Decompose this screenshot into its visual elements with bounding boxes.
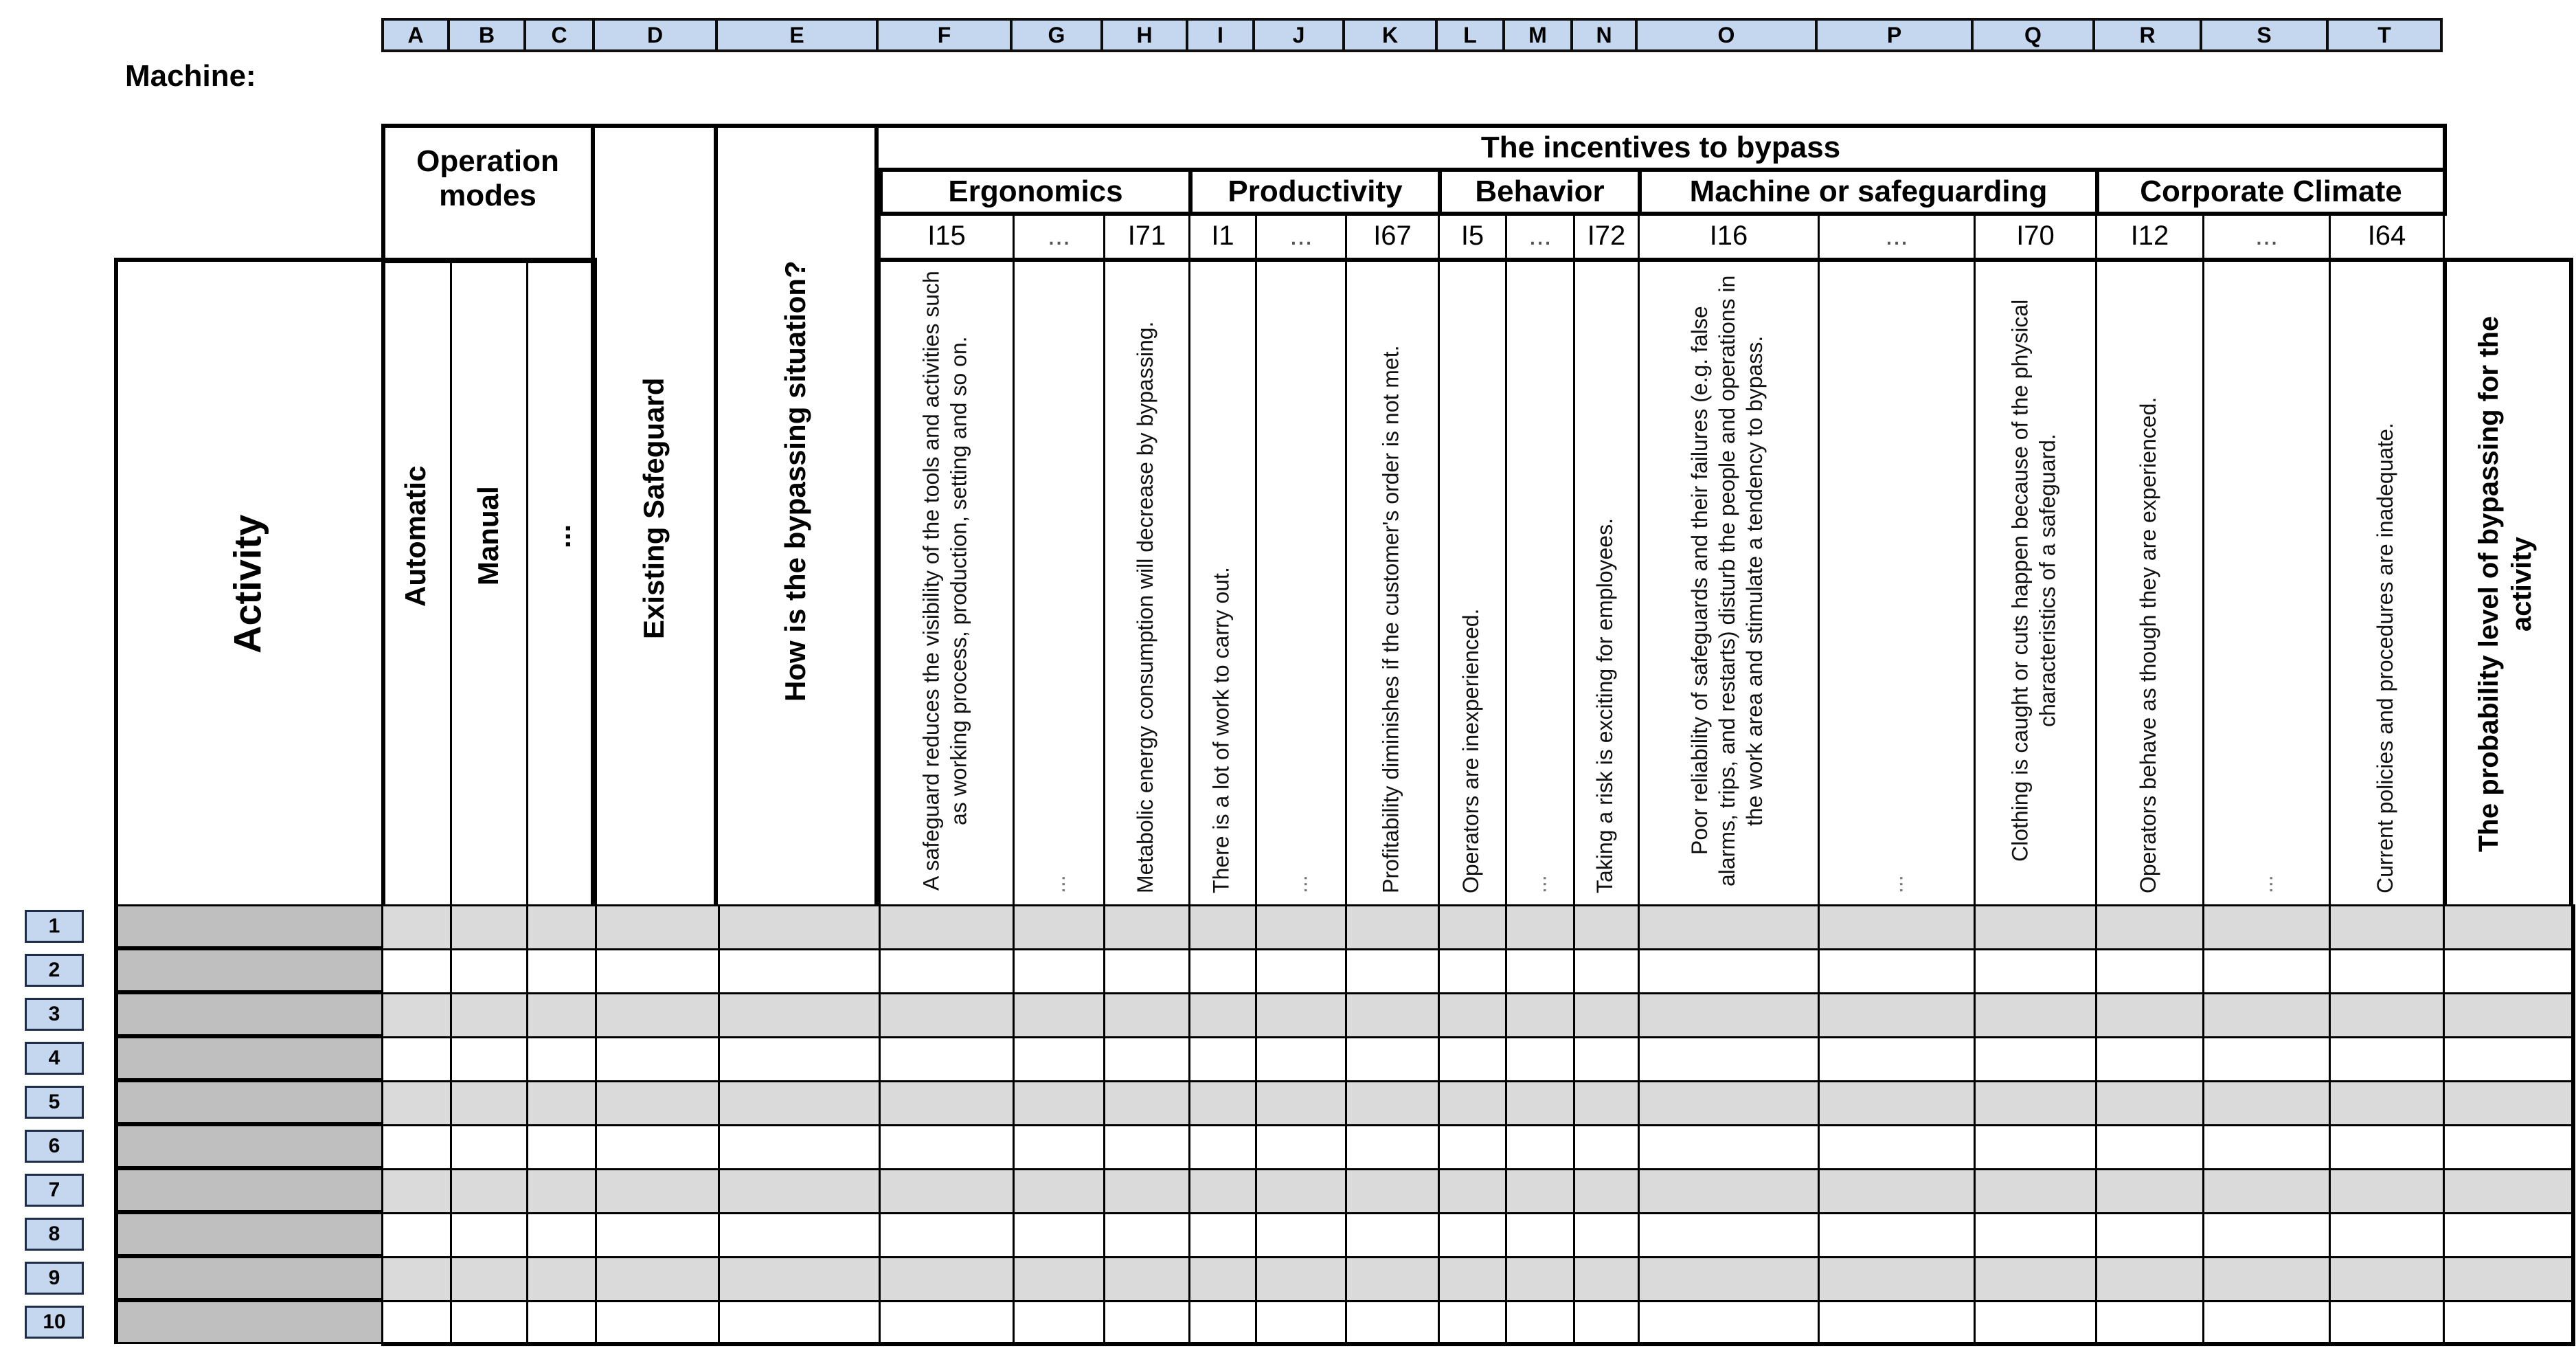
column-letter-g: G <box>1013 18 1103 52</box>
table-cell[interactable] <box>879 1300 1015 1346</box>
table-cell[interactable] <box>1255 948 1347 994</box>
table-cell[interactable] <box>1188 1300 1257 1346</box>
table-cell[interactable] <box>381 1256 452 1302</box>
table-cell[interactable] <box>1438 1300 1507 1346</box>
table-cell[interactable] <box>381 1124 452 1170</box>
table-cell[interactable] <box>2202 1036 2331 1082</box>
table-cell[interactable] <box>718 904 881 950</box>
activity-cell[interactable] <box>114 992 385 1036</box>
incentive-text-15: Current policies and procedures are inadequate. <box>2373 423 2397 893</box>
incentive-text-4: There is a lot of work to carry out. <box>1208 567 1234 893</box>
table-cell[interactable] <box>879 1124 1015 1170</box>
table-cell[interactable] <box>1188 1124 1257 1170</box>
table-cell[interactable] <box>1573 1168 1640 1214</box>
table-cell[interactable] <box>2202 1212 2331 1258</box>
column-letter-i: I <box>1188 18 1255 52</box>
activity-cell[interactable] <box>114 1124 385 1168</box>
table-cell[interactable] <box>879 1036 1015 1082</box>
table-cell[interactable] <box>1013 948 1105 994</box>
row-number-5: 5 <box>25 1086 84 1119</box>
incentive-text-14: ... <box>2252 875 2277 893</box>
table-cell[interactable] <box>1438 904 1507 950</box>
table-cell[interactable] <box>526 1212 597 1258</box>
incentive-code-14: ... <box>2202 212 2331 262</box>
table-cell[interactable] <box>1974 1080 2097 1126</box>
incentive-text-6: Profitability diminishes if the customer's order is not met. <box>1378 345 1403 893</box>
table-cell[interactable] <box>718 1256 881 1302</box>
table-cell[interactable] <box>2095 1124 2204 1170</box>
incentive-code-15: I64 <box>2329 212 2445 262</box>
table-cell[interactable] <box>1505 1168 1575 1214</box>
table-cell[interactable] <box>2443 1256 2575 1302</box>
probability-label: The probability level of bypassing for the activity <box>2474 315 2537 853</box>
incentive-text-11: ... <box>1882 875 1908 893</box>
incentive-text-9: Taking a risk is exciting for employees. <box>1592 518 1617 893</box>
table-cell[interactable] <box>1974 1300 2097 1346</box>
table-cell[interactable] <box>1188 1256 1257 1302</box>
incentive-text-10: Poor reliability of safeguards and their failures (e.g. false alarms, trips, and restarts) disturb the people and operations in the work area and stimulate a tendency to bypass. <box>1687 275 1767 886</box>
table-cell[interactable] <box>1345 1080 1440 1126</box>
table-cell[interactable] <box>1638 904 1820 950</box>
table-cell[interactable] <box>1438 948 1507 994</box>
table-cell[interactable] <box>595 1124 720 1170</box>
table-cell[interactable] <box>1818 904 1976 950</box>
table-cell[interactable] <box>1345 1124 1440 1170</box>
table-cell[interactable] <box>1974 1168 2097 1214</box>
table-cell[interactable] <box>2095 1212 2204 1258</box>
activity-cell[interactable] <box>114 1080 385 1124</box>
incentive-code-1: I15 <box>879 212 1015 262</box>
table-cell[interactable] <box>2443 992 2575 1038</box>
table-cell[interactable] <box>450 1080 528 1126</box>
table-cell[interactable] <box>718 1212 881 1258</box>
column-letter-n: N <box>1573 18 1638 52</box>
table-cell[interactable] <box>1103 1300 1190 1346</box>
table-cell[interactable] <box>2095 1168 2204 1214</box>
table-cell[interactable] <box>2095 904 2204 950</box>
table-cell[interactable] <box>879 1168 1015 1214</box>
group-header-ergonomics: Ergonomics <box>879 168 1193 216</box>
table-cell[interactable] <box>2202 992 2331 1038</box>
table-cell[interactable] <box>2329 1300 2445 1346</box>
table-cell[interactable] <box>381 1036 452 1082</box>
table-cell[interactable] <box>1188 992 1257 1038</box>
column-letter-s: S <box>2202 18 2329 52</box>
column-letter-d: D <box>595 18 718 52</box>
table-cell[interactable] <box>1505 948 1575 994</box>
table-cell[interactable] <box>595 1300 720 1346</box>
table-cell[interactable] <box>2329 992 2445 1038</box>
table-cell[interactable] <box>718 1080 881 1126</box>
table-cell[interactable] <box>2329 1212 2445 1258</box>
table-cell[interactable] <box>1638 1300 1820 1346</box>
table-cell[interactable] <box>2095 992 2204 1038</box>
table-cell[interactable] <box>450 1124 528 1170</box>
table-cell[interactable] <box>450 992 528 1038</box>
table-cell[interactable] <box>381 1168 452 1214</box>
incentive-code-10: I16 <box>1638 212 1820 262</box>
incentive-code-5: ... <box>1255 212 1347 262</box>
table-cell[interactable] <box>1188 1036 1257 1082</box>
table-cell[interactable] <box>2329 1168 2445 1214</box>
table-cell[interactable] <box>1505 1124 1575 1170</box>
row-number-9: 9 <box>25 1262 84 1295</box>
table-cell[interactable] <box>1013 1256 1105 1302</box>
table-cell[interactable] <box>2202 1300 2331 1346</box>
table-cell[interactable] <box>526 1168 597 1214</box>
table-cell[interactable] <box>1345 1168 1440 1214</box>
table-cell[interactable] <box>2095 1300 2204 1346</box>
incentive-code-11: ... <box>1818 212 1976 262</box>
table-cell[interactable] <box>381 1300 452 1346</box>
table-cell[interactable] <box>1974 904 2097 950</box>
table-cell[interactable] <box>1573 1300 1640 1346</box>
mode-label-3: ... <box>544 524 576 548</box>
table-cell[interactable] <box>1345 904 1440 950</box>
table-cell[interactable] <box>1255 1168 1347 1214</box>
table-cell[interactable] <box>2202 948 2331 994</box>
table-cell[interactable] <box>879 948 1015 994</box>
table-cell[interactable] <box>595 948 720 994</box>
table-cell[interactable] <box>1505 1212 1575 1258</box>
table-cell[interactable] <box>1345 948 1440 994</box>
table-cell[interactable] <box>595 904 720 950</box>
table-cell[interactable] <box>718 1036 881 1082</box>
column-letter-t: T <box>2329 18 2443 52</box>
table-cell[interactable] <box>2329 1036 2445 1082</box>
table-cell[interactable] <box>718 1124 881 1170</box>
table-cell[interactable] <box>718 948 881 994</box>
group-header-productivity: Productivity <box>1188 168 1442 216</box>
table-cell[interactable] <box>2202 904 2331 950</box>
table-cell[interactable] <box>526 992 597 1038</box>
activity-cell[interactable] <box>114 904 385 948</box>
mode-label-2: Manual <box>471 486 504 586</box>
machine-label: Machine: <box>125 59 256 93</box>
incentives-header <box>874 124 2447 172</box>
table-cell[interactable] <box>526 948 597 994</box>
row-number-8: 8 <box>25 1218 84 1251</box>
table-cell[interactable] <box>526 1036 597 1082</box>
table-cell[interactable] <box>1974 1124 2097 1170</box>
table-cell[interactable] <box>1438 992 1507 1038</box>
table-cell[interactable] <box>718 1168 881 1214</box>
table-cell[interactable] <box>1638 1080 1820 1126</box>
table-cell[interactable] <box>2202 1080 2331 1126</box>
incentive-text-3: Metabolic energy consumption will decrease by bypassing. <box>1133 321 1157 893</box>
activity-cell[interactable] <box>114 1036 385 1080</box>
table-cell[interactable] <box>1438 1212 1507 1258</box>
column-letter-l: L <box>1438 18 1505 52</box>
table-cell[interactable] <box>1974 1212 2097 1258</box>
table-cell[interactable] <box>718 1300 881 1346</box>
table-cell[interactable] <box>1438 1256 1507 1302</box>
activity-cell[interactable] <box>114 1168 385 1212</box>
table-cell[interactable] <box>1255 1256 1347 1302</box>
table-cell[interactable] <box>2443 1124 2575 1170</box>
incentive-text-1: A safeguard reduces the visibility of the tools and activities such as working process, production, setting and so on. <box>918 271 971 891</box>
table-cell[interactable] <box>1974 992 2097 1038</box>
table-cell[interactable] <box>1013 1168 1105 1214</box>
table-cell[interactable] <box>2095 948 2204 994</box>
table-cell[interactable] <box>1505 904 1575 950</box>
activity-label: Activity <box>225 514 269 654</box>
row-number-2: 2 <box>25 954 84 987</box>
table-cell[interactable] <box>1188 948 1257 994</box>
incentive-text-13: Operators behave as though they are experienced. <box>2136 397 2160 893</box>
table-cell[interactable] <box>1974 948 2097 994</box>
table-cell[interactable] <box>1818 1036 1976 1082</box>
table-cell[interactable] <box>1013 992 1105 1038</box>
table-cell[interactable] <box>879 1256 1015 1302</box>
table-cell[interactable] <box>381 948 452 994</box>
column-letter-p: P <box>1818 18 1974 52</box>
column-letter-k: K <box>1345 18 1438 52</box>
table-cell[interactable] <box>879 992 1015 1038</box>
table-cell[interactable] <box>1103 1124 1190 1170</box>
table-cell[interactable] <box>2202 1168 2331 1214</box>
table-cell[interactable] <box>1013 1124 1105 1170</box>
table-cell[interactable] <box>1818 1080 1976 1126</box>
table-cell[interactable] <box>2095 1256 2204 1302</box>
incentive-text-7: Operators are inexperienced. <box>1458 608 1483 893</box>
table-cell[interactable] <box>1013 1300 1105 1346</box>
table-cell[interactable] <box>1505 1256 1575 1302</box>
table-cell[interactable] <box>1345 1212 1440 1258</box>
table-cell[interactable] <box>526 1124 597 1170</box>
existing-safeguard-label: Existing Safeguard <box>637 377 670 640</box>
table-cell[interactable] <box>1438 1080 1507 1126</box>
table-cell[interactable] <box>595 1212 720 1258</box>
column-letter-j: J <box>1255 18 1345 52</box>
table-cell[interactable] <box>595 1168 720 1214</box>
row-number-7: 7 <box>25 1174 84 1207</box>
table-cell[interactable] <box>1103 1036 1190 1082</box>
table-cell[interactable] <box>1818 948 1976 994</box>
table-cell[interactable] <box>2443 1036 2575 1082</box>
incentive-code-8: ... <box>1505 212 1575 262</box>
table-cell[interactable] <box>1255 1036 1347 1082</box>
column-letter-r: R <box>2095 18 2202 52</box>
table-cell[interactable] <box>1573 1256 1640 1302</box>
table-cell[interactable] <box>1103 992 1190 1038</box>
table-cell[interactable] <box>2443 1300 2575 1346</box>
column-letter-m: M <box>1505 18 1573 52</box>
table-cell[interactable] <box>450 904 528 950</box>
table-cell[interactable] <box>1255 1124 1347 1170</box>
incentive-code-2: ... <box>1013 212 1105 262</box>
table-cell[interactable] <box>718 992 881 1038</box>
table-cell[interactable] <box>1974 1036 2097 1082</box>
incentive-text-12: Clothing is caught or cuts happen because of the physical characteristics of a safeguard. <box>2007 299 2060 862</box>
incentive-code-7: I5 <box>1438 212 1507 262</box>
table-cell[interactable] <box>1505 1036 1575 1082</box>
table-cell[interactable] <box>2329 904 2445 950</box>
table-cell[interactable] <box>1255 992 1347 1038</box>
table-cell[interactable] <box>2329 1080 2445 1126</box>
activity-cell[interactable] <box>114 1212 385 1256</box>
table-cell[interactable] <box>1438 1036 1507 1082</box>
table-cell[interactable] <box>1103 904 1190 950</box>
table-cell[interactable] <box>1345 1036 1440 1082</box>
table-cell[interactable] <box>1505 992 1575 1038</box>
table-cell[interactable] <box>2329 1256 2445 1302</box>
table-cell[interactable] <box>1438 1168 1507 1214</box>
table-cell[interactable] <box>879 1212 1015 1258</box>
column-letter-e: E <box>718 18 879 52</box>
table-cell[interactable] <box>526 1256 597 1302</box>
row-number-4: 4 <box>25 1042 84 1075</box>
activity-cell[interactable] <box>114 1300 385 1344</box>
table-cell[interactable] <box>1013 1036 1105 1082</box>
table-cell[interactable] <box>1013 1080 1105 1126</box>
table-cell[interactable] <box>1638 992 1820 1038</box>
column-letter-o: O <box>1638 18 1818 52</box>
group-header-behavior: Behavior <box>1438 168 1642 216</box>
incentive-code-3: I71 <box>1103 212 1190 262</box>
table-cell[interactable] <box>1818 1300 1976 1346</box>
table-cell[interactable] <box>595 1036 720 1082</box>
table-cell[interactable] <box>2095 1080 2204 1126</box>
table-cell[interactable] <box>1103 948 1190 994</box>
table-cell[interactable] <box>1974 1256 2097 1302</box>
incentives-title: The incentives to bypass <box>1480 131 1841 164</box>
incentive-code-6: I67 <box>1345 212 1440 262</box>
column-letter-h: H <box>1103 18 1188 52</box>
table-cell[interactable] <box>2443 1080 2575 1126</box>
table-cell[interactable] <box>450 1300 528 1346</box>
table-cell[interactable] <box>450 1256 528 1302</box>
table-cell[interactable] <box>1818 1124 1976 1170</box>
row-number-10: 10 <box>25 1306 84 1339</box>
table-cell[interactable] <box>1345 992 1440 1038</box>
group-header-machine-or-safeguarding: Machine or safeguarding <box>1638 168 2099 216</box>
table-cell[interactable] <box>526 904 597 950</box>
row-number-3: 3 <box>25 998 84 1031</box>
table-cell[interactable] <box>1188 904 1257 950</box>
table-cell[interactable] <box>2329 948 2445 994</box>
table-cell[interactable] <box>1103 1212 1190 1258</box>
table-cell[interactable] <box>1573 1124 1640 1170</box>
activity-cell[interactable] <box>114 1256 385 1300</box>
table-cell[interactable] <box>381 992 452 1038</box>
table-cell[interactable] <box>1638 1168 1820 1214</box>
mode-label-1: Automatic <box>399 465 431 607</box>
table-cell[interactable] <box>1505 1300 1575 1346</box>
table-cell[interactable] <box>381 904 452 950</box>
table-cell[interactable] <box>1638 948 1820 994</box>
table-cell[interactable] <box>1188 1168 1257 1214</box>
table-cell[interactable] <box>595 1256 720 1302</box>
table-cell[interactable] <box>595 992 720 1038</box>
table-cell[interactable] <box>879 904 1015 950</box>
column-letter-b: B <box>450 18 526 52</box>
table-cell[interactable] <box>450 1036 528 1082</box>
incentive-code-9: I72 <box>1573 212 1640 262</box>
column-letter-c: C <box>526 18 595 52</box>
column-letter-f: F <box>879 18 1013 52</box>
table-cell[interactable] <box>526 1080 597 1126</box>
table-cell[interactable] <box>1638 1036 1820 1082</box>
table-cell[interactable] <box>1345 1256 1440 1302</box>
table-cell[interactable] <box>2095 1036 2204 1082</box>
bypassing-situation-label: How is the bypassing situation? <box>779 260 811 702</box>
table-cell[interactable] <box>595 1080 720 1126</box>
table-cell[interactable] <box>2443 1168 2575 1214</box>
operation-modes-title: Operation modes <box>416 144 559 212</box>
table-cell[interactable] <box>1573 1036 1640 1082</box>
table-cell[interactable] <box>1638 1124 1820 1170</box>
table-cell[interactable] <box>879 1080 1015 1126</box>
table-cell[interactable] <box>1345 1300 1440 1346</box>
incentive-text-8: ... <box>1526 875 1551 893</box>
incentive-code-12: I70 <box>1974 212 2097 262</box>
incentive-text-5: ... <box>1287 875 1312 893</box>
incentive-code-4: I1 <box>1188 212 1257 262</box>
table-cell[interactable] <box>2443 948 2575 994</box>
table-cell[interactable] <box>1573 948 1640 994</box>
table-cell[interactable] <box>381 1212 452 1258</box>
table-cell[interactable] <box>1573 1212 1640 1258</box>
group-header-corporate-climate: Corporate Climate <box>2095 168 2447 216</box>
table-cell[interactable] <box>2329 1124 2445 1170</box>
table-cell[interactable] <box>1013 904 1105 950</box>
table-cell[interactable] <box>1103 1256 1190 1302</box>
table-cell[interactable] <box>1638 1256 1820 1302</box>
table-cell[interactable] <box>2202 1256 2331 1302</box>
table-cell[interactable] <box>2443 904 2575 950</box>
table-cell[interactable] <box>450 1168 528 1214</box>
table-cell[interactable] <box>1438 1124 1507 1170</box>
row-number-6: 6 <box>25 1130 84 1163</box>
table-cell[interactable] <box>1255 1300 1347 1346</box>
table-cell[interactable] <box>2202 1124 2331 1170</box>
table-cell[interactable] <box>1573 904 1640 950</box>
activity-cell[interactable] <box>114 948 385 992</box>
table-cell[interactable] <box>381 1080 452 1126</box>
table-cell[interactable] <box>1818 1256 1976 1302</box>
table-cell[interactable] <box>1255 904 1347 950</box>
column-letter-q: Q <box>1974 18 2095 52</box>
incentive-text-2: ... <box>1045 875 1070 893</box>
table-cell[interactable] <box>1255 1212 1347 1258</box>
table-cell[interactable] <box>1255 1080 1347 1126</box>
table-cell[interactable] <box>1505 1080 1575 1126</box>
table-cell[interactable] <box>2443 1212 2575 1258</box>
table-cell[interactable] <box>450 1212 528 1258</box>
table-cell[interactable] <box>1818 1212 1976 1258</box>
table-cell[interactable] <box>1103 1168 1190 1214</box>
table-cell[interactable] <box>1573 992 1640 1038</box>
table-cell[interactable] <box>1188 1212 1257 1258</box>
table-cell[interactable] <box>1188 1080 1257 1126</box>
row-number-1: 1 <box>25 910 84 943</box>
table-cell[interactable] <box>450 948 528 994</box>
table-cell[interactable] <box>1573 1080 1640 1126</box>
table-cell[interactable] <box>1103 1080 1190 1126</box>
table-cell[interactable] <box>1818 992 1976 1038</box>
table-cell[interactable] <box>526 1300 597 1346</box>
column-letter-a: A <box>381 18 450 52</box>
incentive-code-13: I12 <box>2095 212 2204 262</box>
table-cell[interactable] <box>1818 1168 1976 1214</box>
table-cell[interactable] <box>1638 1212 1820 1258</box>
table-cell[interactable] <box>1013 1212 1105 1258</box>
